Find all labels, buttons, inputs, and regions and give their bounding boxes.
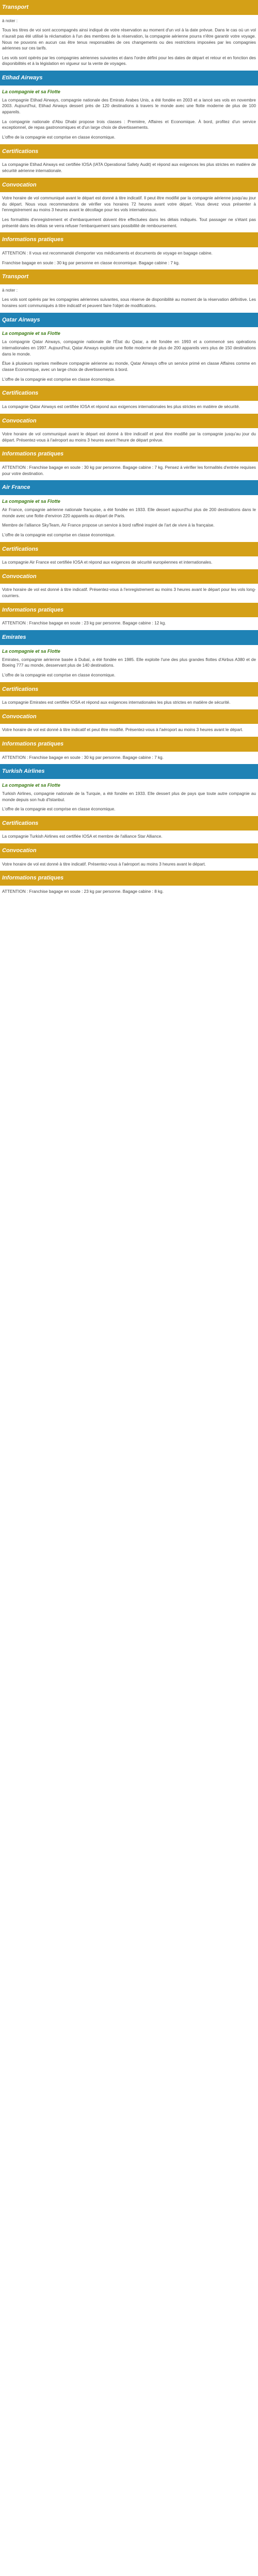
section-heading: Certifications [0, 682, 258, 697]
section-heading: Convocation [0, 843, 258, 858]
sub-heading: La compagnie et sa Flotte [2, 498, 60, 504]
paragraph: Turkish Airlines, compagnie nationale de la Turquie, a été fondée en 1933. Elle dessert plus de pays que toute autre compagnie au monde depuis son hub d'Istanbul. [2, 791, 256, 802]
paragraph: La compagnie Emirates est certifiée IOSA et répond aux exigences internationales les plus strictes en matière de sécurité. [2, 700, 231, 705]
section-heading: Informations pratiques [0, 871, 258, 886]
paragraph: Les vols sont opérés par les compagnies aériennes suivantes, sous réserve de disponibilité au moment de la réservation définitive. Les horaires sont communiqués à titre indicatif et peuvent faire l'objet de modifications. [2, 297, 256, 309]
paragraph: ATTENTION : Franchise bagage en soute : 23 kg par personne. Bagage cabine : 12 kg. [2, 621, 166, 626]
paragraph: ATTENTION : Il vous est recommandé d'emporter vos médicaments et documents de voyage en bagage cabine. [2, 250, 213, 256]
paragraph: Votre horaire de vol est donné à titre indicatif. Présentez-vous à l'aéroport au moins 3 heures avant le départ. [2, 861, 206, 867]
section-heading: Informations pratiques [0, 232, 258, 247]
paragraph: ATTENTION : Franchise bagage en soute : 30 kg par personne. Bagage cabine : 7 kg. Pensez à vérifier les formalités d'entrée requises pour votre destination. [2, 465, 256, 476]
paragraph: L'offre de la compagnie est comprise en classe économique. [2, 672, 116, 677]
paragraph: L'offre de la compagnie est comprise en classe économique. [2, 532, 116, 537]
airline-heading: Etihad Airways [0, 71, 258, 86]
paragraph: Votre horaire de vol communiqué avant le départ est donné à titre indicatif. Il peut être modifié par la compagnie aérienne jusqu'au jour du départ. Nous vous recommandons de vérifier vos horaires 72 heures avant votre départ. Vous devez vous présenter à l'enregistrement au moins 3 heures avant le décollage pour les vols internationaux. [2, 196, 256, 213]
paragraph: L'offre de la compagnie est comprise en classe économique. [2, 807, 116, 812]
paragraph: Votre horaire de vol est donné à titre indicatif et peut être modifié. Présentez-vous à l'aéroport au moins 3 heures avant le départ. [2, 727, 244, 733]
sub-heading: La compagnie et sa Flotte [2, 89, 60, 94]
paragraph: La compagnie Turkish Airlines est certifiée IOSA et membre de l'alliance Star Alliance. [2, 834, 163, 839]
section-heading: Certifications [0, 144, 258, 159]
airline-heading: Air France [0, 480, 258, 495]
section-heading: Informations pratiques [0, 603, 258, 618]
section-heading: Informations pratiques [0, 737, 258, 752]
airline-heading: Turkish Airlines [0, 764, 258, 779]
paragraph: Tous les titres de voi sont accompagnés ainsi indiqué de votre réservation au moment d'un vol à la date prévue. Dans le cas où un vol n'aurait pas été utilisé la réclamation à l'un des membres de la réservation, la compagnie aérienne pourra n'être garantir votre voyage. Nous ne pouvons en aucun cas être tenus responsables de ces changements ou des restrictions imposées par les compagnies aériennes sur ces tarifs. [2, 28, 256, 51]
paragraph: Votre horaire de vol est donné à titre indicatif. Présentez-vous à l'enregistrement au moins 3 heures avant le départ pour les vols long-courriers. [2, 587, 256, 599]
paragraph: Franchise bagage en soute : 30 kg par personne en classe économique. Bagage cabine : 7 kg. [2, 260, 180, 265]
section-heading: Convocation [0, 709, 258, 724]
paragraph: ATTENTION : Franchise bagage en soute : 30 kg par personne. Bagage cabine : 7 kg. [2, 755, 164, 760]
section-heading: Transport [0, 269, 258, 284]
paragraph: Votre horaire de vol communiqué avant le départ est donné à titre indicatif et peut être modifié par la compagnie jusqu'au jour du départ. Présentez-vous à l'aéroport au moins 3 heures avant l'heure de départ prévue. [2, 432, 256, 443]
section-heading: Informations pratiques [0, 447, 258, 462]
paragraph: Membre de l'alliance SkyTeam, Air France propose un service à bord raffiné inspiré de l'art de vivre à la française. [2, 523, 215, 528]
paragraph: La compagnie Qatar Airways, compagnie nationale de l'État du Qatar, a été fondée en 1993 et a commencé ses opérations internationales en 1997. Aujourd'hui, Qatar Airways exploite une flotte moderne de plus de 200 appareils vers plus de 150 destinations dans le monde. [2, 340, 256, 357]
paragraph: Emirates, compagnie aérienne basée à Dubaï, a été fondée en 1985. Elle exploite l'une des plus grandes flottes d'Airbus A380 et de Boeing 777 au monde, desservant plus de 140 destinations. [2, 657, 256, 668]
section-heading: Certifications [0, 542, 258, 557]
paragraph: ATTENTION : Franchise bagage en soute : 23 kg par personne. Bagage cabine : 8 kg. [2, 889, 164, 894]
section-heading: Certifications [0, 386, 258, 401]
section-heading: Convocation [0, 414, 258, 429]
section-heading: Certifications [0, 816, 258, 831]
paragraph: Les vols sont opérés par les compagnies aériennes suivantes et dans l'ordre défini pour les dates de départ et retour et en fonction des disponibilités et à la législation en vigueur sur la vente de voyages. [2, 55, 256, 66]
paragraph: Les formalités d'enregistrement et d'embarquement doivent être effectuées dans les délais indiqués. Tout passager ne s'étant pas présenté dans les délais se verra refuser l'embarquement sans possibilité de remboursement. [2, 217, 256, 228]
airline-heading: Qatar Airways [0, 313, 258, 328]
sub-heading: La compagnie et sa Flotte [2, 331, 60, 336]
paragraph: La compagnie Qatar Airways est certifiée IOSA et répond aux exigences internationales les plus strictes en matière de sécurité. [2, 404, 240, 409]
paragraph: Air France, compagnie aérienne nationale française, a été fondée en 1933. Elle dessert aujourd'hui plus de 200 destinations dans le monde avec une flotte d'environ 220 appareils au départ de Paris. [2, 507, 256, 518]
sub-heading: La compagnie et sa Flotte [2, 648, 60, 654]
paragraph: à noter : [2, 18, 18, 23]
paragraph: L'offre de la compagnie est comprise en classe économique. [2, 134, 116, 140]
section-heading: Convocation [0, 569, 258, 584]
paragraph: La compagnie Etihad Airways est certifiée IOSA (IATA Operational Safety Audit) et répond aux exigences les plus strictes en matière de sécurité aérienne internationale. [2, 162, 256, 173]
paragraph: L'offre de la compagnie est comprise en classe économique. [2, 377, 116, 382]
paragraph: Élue à plusieurs reprises meilleure compagnie aérienne au monde, Qatar Airways offre un service primé en classe Affaires comme en classe Economique, avec un large choix de divertissements à bord. [2, 361, 256, 372]
paragraph: La compagnie Air France est certifiée IOSA et répond aux exigences de sécurité européennes et internationales. [2, 560, 213, 565]
airline-heading: Emirates [0, 630, 258, 645]
section-heading: Transport [0, 0, 258, 15]
section-heading: Convocation [0, 178, 258, 193]
paragraph: La compagnie nationale d'Abu Dhabi propose trois classes : Première, Affaires et Economique. À bord, profitez d'un service exceptionnel, de repas gastronomiques et d'un large choix de divertissements. [2, 119, 256, 130]
sub-heading: La compagnie et sa Flotte [2, 782, 60, 788]
paragraph: La compagnie Etihad Airways, compagnie nationale des Emirats Arabes Unis, a été fondée en 2003 et a lancé ses vols en novembre 2003. Aujourd'hui, Etihad Airways dessert près de 120 destinations à travers le monde avec une flotte moderne de plus de 100 appareils. [2, 97, 256, 115]
paragraph: à noter : [2, 287, 18, 293]
